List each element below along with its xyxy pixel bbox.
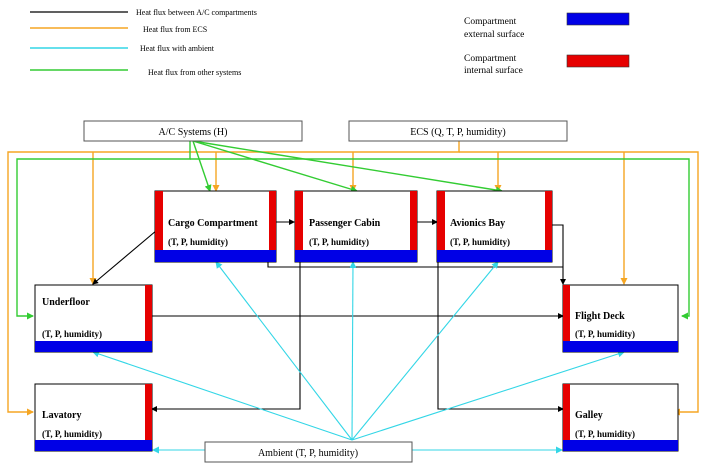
legend-swatch-external: [567, 13, 629, 25]
ecs-label: ECS (Q, T, P, humidity): [410, 127, 506, 138]
legend: [30, 8, 629, 77]
cabin-name: Passenger Cabin: [309, 218, 381, 229]
legend-label-external-2: external surface: [464, 30, 525, 40]
underfloor-name: Underfloor: [42, 297, 90, 308]
cabin-sub: (T, P, humidity): [309, 237, 370, 247]
compartment-lavatory: [35, 384, 152, 451]
legend-label-external-1: Compartment: [464, 17, 517, 27]
compartment-avionics: [437, 191, 552, 262]
compartment-cabin: [295, 191, 417, 262]
flightdeck-name: Flight Deck: [575, 311, 625, 322]
legend-label-internal-1: Compartment: [464, 54, 517, 64]
lavatory-name: Lavatory: [42, 410, 82, 421]
cargo-sub: (T, P, humidity): [168, 237, 229, 247]
underfloor-sub: (T, P, humidity): [42, 329, 103, 339]
legend-label-internal-2: internal surface: [464, 66, 523, 76]
legend-label-ambient: Heat flux with ambient: [140, 44, 214, 53]
ac-systems-box: [84, 121, 302, 141]
legend-swatch-internal: [567, 55, 629, 67]
compartment-galley: [563, 384, 678, 451]
cargo-name: Cargo Compartment: [168, 218, 258, 229]
ac-systems-label: A/C Systems (H): [158, 127, 228, 138]
compartment-flightdeck: [563, 285, 678, 352]
lavatory-sub: (T, P, humidity): [42, 429, 103, 439]
legend-label-ecs: Heat flux from ECS: [143, 25, 208, 34]
galley-sub: (T, P, humidity): [575, 429, 636, 439]
flightdeck-sub: (T, P, humidity): [575, 329, 636, 339]
avionics-name: Avionics Bay: [450, 218, 506, 229]
ambient-label: Ambient (T, P, humidity): [257, 448, 359, 459]
galley-name: Galley: [575, 410, 603, 421]
avionics-sub: (T, P, humidity): [450, 237, 511, 247]
ambient-box: [205, 442, 412, 462]
compartment-cargo: [155, 191, 276, 262]
ambient-flux-lines: [93, 262, 624, 450]
compartment-underfloor: [35, 285, 152, 352]
legend-label-other: Heat flux from other systems: [148, 68, 242, 77]
legend-label-compartments: Heat flux between A/C compartments: [136, 8, 257, 17]
ecs-box: [349, 121, 567, 141]
